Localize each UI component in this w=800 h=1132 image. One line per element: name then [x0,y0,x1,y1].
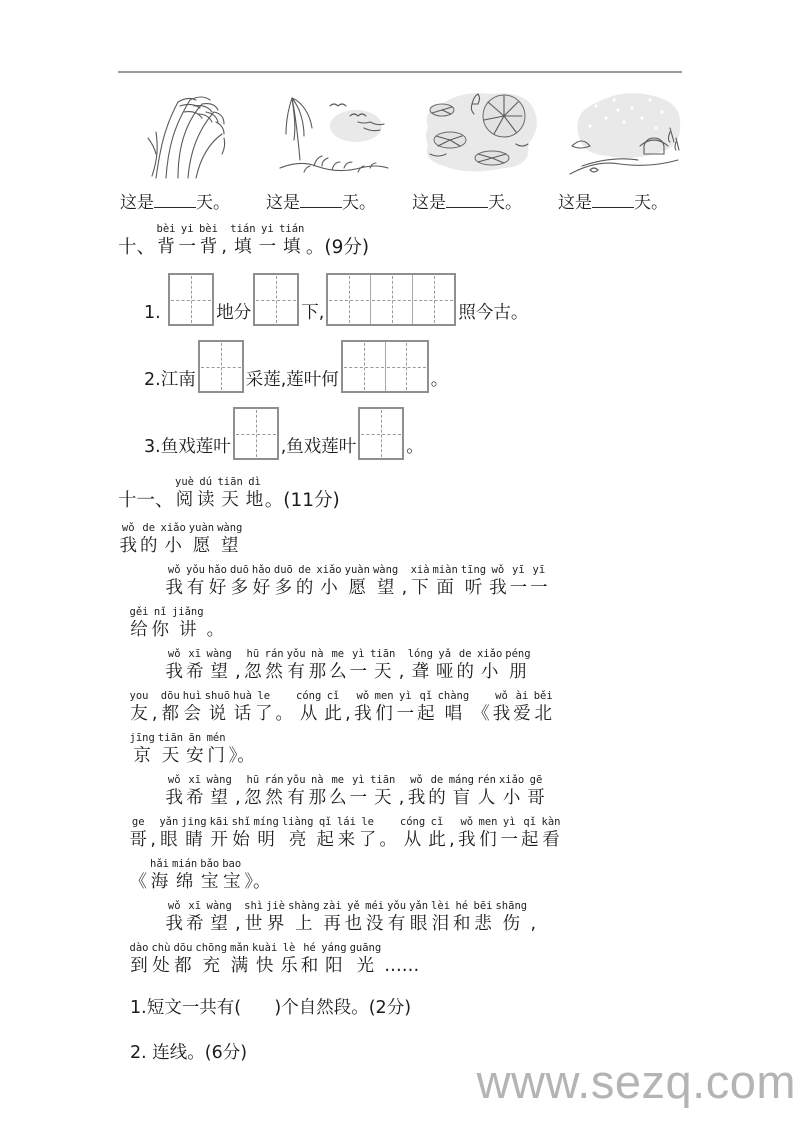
pinyin-hanzi-unit: tiān 天 [157,732,184,766]
writing-grid-cell [343,342,385,391]
pinyin-hanzi-unit: wàng 望 [206,900,232,934]
punctuation-unit: , [449,830,455,850]
section-10-number: 十、 [118,237,156,258]
pinyin-hanzi-unit: qǐ 起 [417,690,435,724]
pinyin-hanzi-unit: jīng 京 [129,732,155,766]
answer-blank [300,194,342,208]
page-content [118,88,692,1064]
fill-line-text: 。 [430,370,449,390]
pinyin-hanzi-unit: wàng 望 [206,648,232,682]
season-item-winter [558,88,690,213]
pinyin-hanzi-unit: dì 地 [245,476,264,510]
punctuation-unit: , [235,914,241,934]
pinyin-hanzi-unit: shì 世 [244,900,264,934]
passage-line [118,772,692,810]
pinyin-hanzi-unit: nà 那 [308,648,327,682]
fill-line-text: , [280,437,287,457]
pinyin-hanzi-unit: wǒ 我 [119,522,137,556]
writing-grid [253,273,299,326]
pinyin-hanzi-unit: le 了 [255,690,273,724]
pinyin-hanzi-unit: yuè 阅 [175,476,194,510]
pinyin-hanzi-unit: shǐ 始 [231,816,251,850]
pinyin-hanzi-unit: shuō 说 [204,690,231,724]
pinyin-hanzi-unit: nà 那 [308,774,327,808]
caption-suffix: 天。 [488,193,522,213]
pinyin-hanzi-unit: lè 乐 [280,942,298,976]
pinyin-hanzi-unit: tián 填 [230,223,256,257]
pinyin-hanzi-unit: wǒ 我 [165,648,183,682]
writing-grid-cell [200,342,242,391]
pinyin-hanzi-unit: cóng 从 [296,690,322,724]
reading-passage-title [118,520,244,558]
pinyin-hanzi-unit: mén 门 [206,732,226,766]
pinyin-hanzi-unit: shàng 上 [288,900,320,934]
pinyin-hanzi-unit: tiān 天 [370,648,396,682]
pinyin-hanzi-unit: dào 到 [129,942,149,976]
pinyin-hanzi-unit: yì 一 [349,774,368,808]
pinyin-hanzi-unit: hū 忽 [244,648,262,682]
pinyin-hanzi-unit: bǎo 宝 [200,858,220,892]
writing-grid-cell [360,409,402,458]
pinyin-hanzi-unit: de 的 [140,522,158,556]
pinyin-hanzi-unit: wàng 望 [217,522,243,556]
pinyin-hanzi-unit: tiān 天 [217,476,243,510]
pinyin-hanzi-unit: wǒ 我 [165,774,183,808]
pinyin-hanzi-unit: bèi 背 [156,223,176,257]
pinyin-hanzi-unit: hé 和 [453,900,471,934]
passage-line [118,940,692,978]
pinyin-hanzi-unit: duō 多 [273,564,293,598]
punctuation-unit: 《 [129,872,147,892]
pinyin-hanzi-unit: wàng 望 [372,564,399,598]
pinyin-hanzi-unit: méi 没 [365,900,385,934]
page-top-divider [118,71,682,73]
fill-line-1 [118,273,692,326]
writing-grid-cell [370,275,412,324]
pinyin-hanzi-unit: gē 哥 [527,774,545,808]
pinyin-hanzi-unit: de 的 [428,774,446,808]
pinyin-hanzi-unit: chàng 唱 [437,690,470,724]
pinyin-hanzi-unit: rán 然 [264,774,284,808]
pinyin-hanzi-unit: nǐ 你 [151,606,169,640]
pinyin-hanzi-unit: wǒ 我 [492,690,511,724]
season-caption [412,188,522,213]
pinyin-hanzi-unit: dōu 都 [160,690,180,724]
pinyin-hanzi-unit: yě 也 [344,900,363,934]
snow-scene-winter-sketch-icon [566,88,684,180]
pinyin-hanzi-unit: yáng 阳 [321,942,347,976]
site-watermark: www.sezq.com [476,1055,796,1108]
pinyin-hanzi-unit: yǒu 有 [186,564,205,598]
pinyin-hanzi-unit: tīng 听 [460,564,487,598]
writing-grid [358,407,404,460]
pinyin-hanzi-unit: gěi 给 [129,606,149,640]
season-caption [120,188,230,213]
punctuation-unit: , [235,788,241,808]
season-item-autumn [120,88,252,213]
pinyin-hanzi-unit: le 了 [358,816,377,850]
pinyin-hanzi-unit: me 么 [329,648,347,682]
pinyin-hanzi-unit: yuàn 愿 [344,564,370,598]
pinyin-hanzi-unit: bēi 悲 [473,900,493,934]
pinyin-hanzi-unit: shāng 伤 [495,900,528,934]
pinyin-hanzi-unit: cǐ 此 [324,690,342,724]
pinyin-hanzi-unit: wǒ 我 [407,774,426,808]
pinyin-hanzi-unit: yǎn 眼 [159,816,179,850]
pinyin-hanzi-unit: qǐ 起 [521,816,539,850]
passage-line [118,730,692,768]
section-10-score: 。(9分) [305,237,370,258]
pinyin-hanzi-unit: xiǎo 小 [160,522,186,556]
section-11-header [118,476,692,512]
pinyin-hanzi-unit: chù 处 [151,942,171,976]
pinyin-hanzi-unit: yi 一 [258,223,277,257]
pinyin-hanzi-unit: mián 绵 [171,858,198,892]
writing-grid [198,340,244,393]
punctuation-unit: , [151,704,158,724]
question-1: 1.短文一共有( )个自然段。(2分) [130,998,412,1018]
passage-line [118,898,692,936]
season-item-spring [266,88,398,213]
pinyin-hanzi-unit: yì 一 [349,648,368,682]
pinyin-hanzi-unit: tián 填 [279,223,305,257]
punctuation-unit: 《 [472,704,490,724]
pinyin-hanzi-unit: yī 一 [530,564,548,598]
pinyin-hanzi-unit: lèi 泪 [431,900,451,934]
punctuation-unit: 。 [275,704,293,724]
fill-line-2 [118,340,692,393]
fill-line-text: 照今古。 [458,303,529,323]
pinyin-hanzi-unit: kāi 开 [209,816,229,850]
pinyin-hanzi-unit: lóng 聋 [407,648,433,682]
pinyin-hanzi-unit: yǒu 有 [387,900,407,934]
answer-blank [592,194,634,208]
punctuation-unit: 》。 [244,872,271,892]
pinyin-hanzi-unit: huà 话 [233,690,252,724]
writing-grid-cell [235,409,277,458]
punctuation-unit: , [150,830,156,850]
punctuation-unit: , [221,237,227,257]
pinyin-hanzi-unit: kàn 看 [541,816,561,850]
writing-grid-cell [255,275,297,324]
fill-line-text: 采莲,莲叶何 [245,370,339,390]
pinyin-hanzi-unit: xī 希 [186,900,204,934]
pinyin-hanzi-unit: yǎn 眼 [409,900,429,934]
pinyin-hanzi-unit: wǒ 我 [489,564,507,598]
writing-grid-cell [328,275,370,324]
pinyin-hanzi-unit: tiān 天 [370,774,396,808]
pinyin-hanzi-unit: kuài 快 [251,942,278,976]
passage-line [118,604,692,642]
pinyin-hanzi-unit: wǒ 我 [354,690,372,724]
pinyin-hanzi-unit: hū 忽 [244,774,262,808]
pinyin-hanzi-unit: jiǎng 讲 [171,606,204,640]
pinyin-hanzi-unit: men 们 [374,690,394,724]
pinyin-hanzi-unit: ài 爱 [513,690,531,724]
pinyin-hanzi-unit: yuàn 愿 [188,522,215,556]
caption-suffix: 天。 [634,193,668,213]
section-11-score: 。(11分) [264,490,340,511]
pinyin-hanzi-unit: cóng 从 [399,816,426,850]
pinyin-hanzi-unit: péng 朋 [505,648,531,682]
pinyin-hanzi-unit: zài 再 [322,900,342,934]
pinyin-hanzi-unit: xiǎo 小 [316,564,342,598]
fill-line-text: 。 [406,437,424,457]
punctuation-unit: 》。 [228,746,255,766]
punctuation-unit: 。 [379,830,397,850]
punctuation-unit: 。 [206,620,225,640]
question-2: 2. 连线。(6分) [130,1043,248,1063]
pinyin-hanzi-unit: jing 睛 [181,816,207,850]
passage-line [118,646,692,684]
pinyin-hanzi-unit: wǒ 我 [458,816,476,850]
passage-line [118,856,692,894]
section-10-title-ruby [155,223,306,259]
pinyin-hanzi-unit: dōu 都 [173,942,193,976]
pinyin-hanzi-unit: cǐ 此 [428,816,446,850]
pinyin-hanzi-unit: de 的 [295,564,314,598]
pinyin-hanzi-unit: hǎi 海 [150,858,169,892]
fill-line-text: 3.鱼戏莲叶 [144,437,231,457]
pinyin-hanzi-unit: mǎn 满 [230,942,249,976]
punctuation-unit: , [401,578,408,598]
fill-line-text: 下, [301,303,325,323]
punctuation-unit: , [398,662,405,682]
pinyin-hanzi-unit: yǎ 哑 [435,648,454,682]
caption-prefix: 这是 [412,193,446,213]
pinyin-hanzi-unit: hǎo 好 [251,564,271,598]
section-10-header [118,223,692,259]
season-item-summer [412,88,544,213]
pinyin-hanzi-unit: jiè 界 [266,900,286,934]
punctuation-unit: , [235,662,241,682]
punctuation-unit: …… [384,956,420,976]
pinyin-hanzi-unit: máng 盲 [448,774,474,808]
caption-suffix: 天。 [196,193,230,213]
section-11-number: 十一、 [118,490,174,511]
pinyin-hanzi-unit: duō 多 [229,564,249,598]
pinyin-hanzi-unit: ān 安 [186,732,204,766]
caption-prefix: 这是 [266,193,300,213]
pinyin-hanzi-unit: liàng 亮 [281,816,314,850]
writing-grid-cell [412,275,454,324]
section-11-title-ruby [174,476,265,512]
season-pictures-row [118,88,692,213]
pinyin-hanzi-unit: yī 一 [509,564,528,598]
punctuation-unit: , [398,788,405,808]
pinyin-hanzi-unit: bao 宝 [222,858,242,892]
pinyin-hanzi-unit: wǒ 我 [165,564,183,598]
writing-grid-cell [385,342,427,391]
pinyin-hanzi-unit: xià 下 [410,564,430,598]
writing-grid-cell [170,275,212,324]
punctuation-unit: , [345,704,351,724]
passage-line [118,688,692,726]
pinyin-hanzi-unit: miàn 面 [432,564,458,598]
writing-grid [168,273,214,326]
punctuation-unit: , [530,914,537,934]
pinyin-hanzi-unit: wàng 望 [206,774,232,808]
fill-line-text: 1. [144,303,167,323]
pinyin-hanzi-unit: xī 希 [186,774,204,808]
writing-grid [233,407,279,460]
pinyin-hanzi-unit: men 们 [478,816,498,850]
pinyin-hanzi-unit: hé 和 [300,942,319,976]
pinyin-hanzi-unit: xiǎo 小 [498,774,525,808]
pinyin-hanzi-unit: rán 然 [264,648,284,682]
answer-blank [154,194,196,208]
pinyin-hanzi-unit: běi 北 [533,690,553,724]
caption-suffix: 天。 [342,193,376,213]
pinyin-hanzi-unit: hǎo 好 [207,564,227,598]
pinyin-hanzi-unit: yì 一 [500,816,518,850]
willow-birds-spring-sketch-icon [274,88,392,180]
fill-line-3 [118,407,692,460]
rice-autumn-sketch-icon [128,88,246,180]
pinyin-hanzi-unit: yi 一 [178,223,196,257]
pinyin-hanzi-unit: ge 哥 [129,816,147,850]
pinyin-hanzi-unit: guāng 光 [349,942,382,976]
pinyin-hanzi-unit: xiǎo 小 [476,648,503,682]
pinyin-hanzi-unit: yì 一 [396,690,415,724]
pinyin-hanzi-unit: yǒu 有 [286,774,306,808]
pinyin-hanzi-unit: lái 来 [336,816,356,850]
pinyin-hanzi-unit: huì 会 [182,690,202,724]
fill-line-text: 鱼戏莲叶 [286,437,357,457]
pinyin-hanzi-unit: dú 读 [196,476,215,510]
pinyin-hanzi-unit: míng 明 [253,816,279,850]
pinyin-hanzi-unit: chōng 充 [195,942,228,976]
fill-line-text: 地分 [216,303,252,323]
pinyin-hanzi-unit: rén 人 [476,774,496,808]
writing-grid [326,273,456,326]
fill-line-text: 2.江南 [144,370,196,390]
caption-prefix: 这是 [558,193,592,213]
season-caption [266,188,376,213]
pinyin-hanzi-unit: de 的 [456,648,474,682]
reading-passage-body [118,562,692,978]
pinyin-hanzi-unit: qǐ 起 [316,816,334,850]
pinyin-hanzi-unit: xī 希 [186,648,204,682]
passage-line [118,562,692,600]
passage-line [118,814,692,852]
season-caption [558,188,668,213]
pinyin-hanzi-unit: you 友 [129,690,149,724]
writing-grid [341,340,429,393]
pinyin-hanzi-unit: wǒ 我 [165,900,183,934]
caption-prefix: 这是 [120,193,154,213]
lotus-pond-summer-sketch-icon [420,88,538,180]
pinyin-hanzi-unit: yǒu 有 [286,648,306,682]
answer-blank [446,194,488,208]
pinyin-hanzi-unit: me 么 [329,774,347,808]
pinyin-hanzi-unit: bèi 背 [198,223,218,257]
